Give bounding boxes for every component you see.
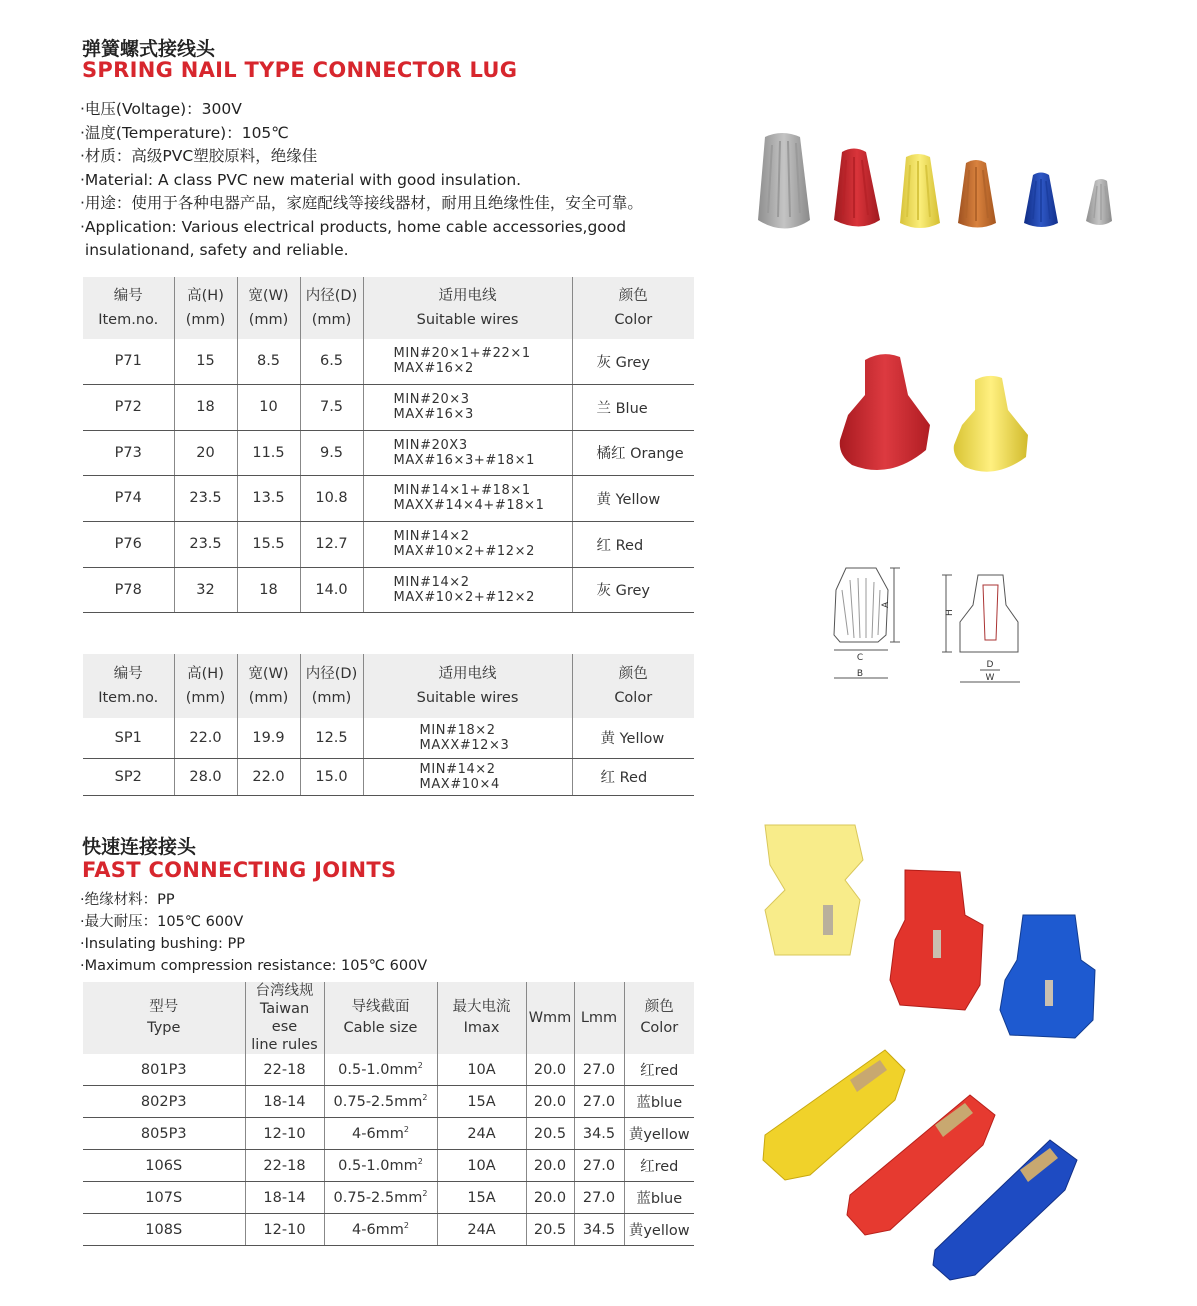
spec-usage-zh: ·用途：使用于各种电器产品，家庭配线等接线器材，耐用且绝缘性佳，安全可靠。: [80, 194, 643, 212]
fast-joint-table: [83, 982, 694, 1246]
cell-size: $4-6mm^2$: [324, 1118, 437, 1150]
diagram-label-c: C: [856, 653, 864, 663]
cell-imax: 24A: [437, 1118, 526, 1150]
cell-rule: 22-18: [245, 1150, 324, 1182]
cell-item: P78: [83, 567, 174, 612]
cell-height: 23.5: [174, 521, 237, 567]
cell-width: 19.9: [237, 718, 300, 758]
cell-size: $0.5-1.0mm^2$: [324, 1054, 437, 1086]
cell-type: 801P3: [83, 1054, 245, 1086]
header-inner-diameter: 内径(D) (mm): [300, 654, 363, 718]
cell-size: $4-6mm^2$: [324, 1214, 437, 1246]
yellow-t-tap: [763, 1050, 905, 1180]
cell-color: 蓝blue: [624, 1086, 694, 1118]
cell-rule: 12-10: [245, 1118, 324, 1150]
section1-title-zh: 弹簧螺式接线头: [82, 38, 216, 60]
cell-diameter: 6.5: [300, 339, 363, 384]
header-height: 高(H) (mm): [174, 654, 237, 718]
cell-l: 27.0: [574, 1054, 624, 1086]
cell-diameter: 9.5: [300, 430, 363, 475]
header-wires: 适用电线 Suitable wires: [363, 277, 572, 339]
header-type: 型号 Type: [83, 982, 245, 1054]
diagram-label-a: A: [881, 601, 891, 608]
header-imax: 最大电流 Imax: [437, 982, 526, 1054]
table-row: [83, 475, 694, 521]
cell-rule: 12-10: [245, 1214, 324, 1246]
cell-height: 32: [174, 567, 237, 612]
orange-wire-nut: [958, 160, 996, 228]
cell-width: 18: [237, 567, 300, 612]
red-wire-nut: [834, 149, 880, 227]
cell-size: $0.5-1.0mm^2$: [324, 1150, 437, 1182]
cell-height: 22.0: [174, 718, 237, 758]
cell-l: 34.5: [574, 1214, 624, 1246]
cell-color: 红red: [624, 1054, 694, 1086]
table-row: [83, 1182, 694, 1214]
cell-wires: MIN#18×2 MAXX#12×3: [363, 718, 572, 758]
cell-size: $0.75-2.5mm^2$: [324, 1086, 437, 1118]
table-row: [83, 1086, 694, 1118]
cell-width: 11.5: [237, 430, 300, 475]
cell-rule: 22-18: [245, 1054, 324, 1086]
spec-insulation-en: ·Insulating bushing: PP: [80, 936, 245, 952]
cell-w: 20.0: [526, 1054, 574, 1086]
header-inner-diameter: 内径(D) (mm): [300, 277, 363, 339]
section2-specs: [80, 889, 427, 977]
cell-diameter: 12.7: [300, 521, 363, 567]
grey-wire-nut-large: [758, 133, 810, 229]
spring-nail-table-2: [83, 654, 694, 796]
cell-width: 8.5: [237, 339, 300, 384]
cell-item: P76: [83, 521, 174, 567]
cell-item: SP1: [83, 718, 174, 758]
cell-wires: MIN#20×1+#22×1 MAX#16×2: [363, 339, 572, 384]
section2-title-zh: 快速连接接头: [82, 836, 197, 858]
grey-wire-nut-small: [1086, 179, 1112, 225]
cell-color: 兰 Blue: [572, 384, 694, 430]
spec-material-zh: ·材质：高级PVC塑胶原料，绝缘佳: [80, 147, 318, 165]
header-lmm: Lmm: [574, 982, 624, 1054]
cell-color: 黄 Yellow: [572, 475, 694, 521]
dimension-diagram: [828, 560, 1028, 690]
table-row: [83, 758, 694, 795]
cell-item: P71: [83, 339, 174, 384]
cell-height: 15: [174, 339, 237, 384]
cell-diameter: 14.0: [300, 567, 363, 612]
table-row: [83, 384, 694, 430]
table-row: [83, 1150, 694, 1182]
cell-wires: MIN#14×2 MAX#10×2+#12×2: [363, 567, 572, 612]
cell-imax: 24A: [437, 1214, 526, 1246]
table-row: [83, 1118, 694, 1150]
cell-w: 20.0: [526, 1086, 574, 1118]
diagram-label-d: D: [986, 660, 994, 670]
cell-color: 红 Red: [572, 521, 694, 567]
table-row: [83, 430, 694, 475]
cell-item: P72: [83, 384, 174, 430]
header-color: 颜色 Color: [624, 982, 694, 1054]
spec-insulation-zh: ·绝缘材料：PP: [80, 892, 175, 908]
cell-imax: 15A: [437, 1086, 526, 1118]
cell-type: 106S: [83, 1150, 245, 1182]
fast-connector-image: [755, 820, 1105, 1050]
cell-diameter: 10.8: [300, 475, 363, 521]
cell-color: 红red: [624, 1150, 694, 1182]
wire-nut-row-image: [750, 125, 1120, 240]
diagram-label-h: H: [945, 609, 955, 616]
cell-color: 红 Red: [572, 758, 694, 795]
cell-item: SP2: [83, 758, 174, 795]
cell-wires: MIN#20×3 MAX#16×3: [363, 384, 572, 430]
header-width: 宽(W) (mm): [237, 654, 300, 718]
cell-width: 13.5: [237, 475, 300, 521]
spec-voltage: ·电压(Voltage)：300V: [80, 100, 242, 118]
yellow-tap-connector: [765, 825, 863, 955]
cell-color: 蓝blue: [624, 1182, 694, 1214]
section1-specs: [80, 98, 643, 263]
cell-height: 18: [174, 384, 237, 430]
cell-item: P73: [83, 430, 174, 475]
header-color: 颜色 Color: [572, 277, 694, 339]
cell-item: P74: [83, 475, 174, 521]
cell-wires: MIN#14×2 MAX#10×4: [363, 758, 572, 795]
cell-l: 27.0: [574, 1182, 624, 1214]
yellow-wire-nut: [900, 154, 940, 228]
yellow-winged-connector: [954, 376, 1028, 472]
diagram-right-outline: [942, 575, 1020, 682]
header-item: 编号 Item.no.: [83, 277, 174, 339]
cell-rule: 18-14: [245, 1182, 324, 1214]
table-row: [83, 339, 694, 384]
cell-imax: 15A: [437, 1182, 526, 1214]
diagram-left-outline: [834, 568, 900, 678]
diagram-label-b: B: [856, 669, 864, 679]
red-tap-connector: [890, 870, 983, 1010]
cell-color: 黄yellow: [624, 1118, 694, 1150]
cell-imax: 10A: [437, 1054, 526, 1086]
cell-type: 802P3: [83, 1086, 245, 1118]
header-wmm: Wmm: [526, 982, 574, 1054]
cell-l: 27.0: [574, 1086, 624, 1118]
cell-wires: MIN#14×2 MAX#10×2+#12×2: [363, 521, 572, 567]
section2-title-en: FAST CONNECTING JOINTS: [82, 858, 397, 882]
cell-rule: 18-14: [245, 1086, 324, 1118]
table-row: [83, 1214, 694, 1246]
spring-nail-table: [83, 277, 694, 613]
header-width: 宽(W) (mm): [237, 277, 300, 339]
cell-color: 灰 Grey: [572, 567, 694, 612]
spec-application-en: ·Application: Various electrical products, home cable accessories,good: [80, 217, 627, 236]
cell-width: 15.5: [237, 521, 300, 567]
table-row: [83, 567, 694, 612]
cell-l: 34.5: [574, 1118, 624, 1150]
cell-size: $0.75-2.5mm^2$: [324, 1182, 437, 1214]
cell-diameter: 15.0: [300, 758, 363, 795]
diagram-label-w: W: [985, 673, 995, 683]
cell-height: 20: [174, 430, 237, 475]
cell-wires: MIN#14×1+#18×1 MAXX#14×4+#18×1: [363, 475, 572, 521]
cell-color: 黄yellow: [624, 1214, 694, 1246]
spec-max-voltage-en: ·Maximum compression resistance: 105℃ 600V: [80, 958, 428, 974]
t-tap-connector-image: [755, 1040, 1100, 1285]
cell-wires: MIN#20X3 MAX#16×3+#18×1: [363, 430, 572, 475]
table-row: [83, 1054, 694, 1086]
header-height: 高(H) (mm): [174, 277, 237, 339]
section1-title-en: SPRING NAIL TYPE CONNECTOR LUG: [82, 58, 518, 82]
red-winged-connector: [840, 354, 930, 470]
blue-wire-nut: [1024, 173, 1058, 228]
cell-type: 107S: [83, 1182, 245, 1214]
cell-color: 灰 Grey: [572, 339, 694, 384]
blue-tap-connector: [1000, 915, 1095, 1038]
cell-color: 黄 Yellow: [572, 718, 694, 758]
cell-l: 27.0: [574, 1150, 624, 1182]
cell-w: 20.0: [526, 1150, 574, 1182]
cell-w: 20.5: [526, 1214, 574, 1246]
cell-height: 28.0: [174, 758, 237, 795]
spec-temperature: ·温度(Temperature)：105℃: [80, 123, 289, 142]
header-wires: 适用电线 Suitable wires: [363, 654, 572, 718]
cell-type: 108S: [83, 1214, 245, 1246]
header-item: 编号 Item.no.: [83, 654, 174, 718]
cell-diameter: 12.5: [300, 718, 363, 758]
spec-max-voltage-zh: ·最大耐压：105℃ 600V: [80, 914, 244, 930]
spec-material-en: ·Material: A class PVC new material with good insulation.: [80, 170, 522, 189]
cell-width: 10: [237, 384, 300, 430]
cell-height: 23.5: [174, 475, 237, 521]
cell-diameter: 7.5: [300, 384, 363, 430]
cell-type: 805P3: [83, 1118, 245, 1150]
header-taiwan-rules: 台湾线规 Taiwan ese line rules: [245, 982, 324, 1054]
cell-width: 22.0: [237, 758, 300, 795]
cell-w: 20.5: [526, 1118, 574, 1150]
cell-color: 橘红 Orange: [572, 430, 694, 475]
table-row: [83, 521, 694, 567]
header-cable-size: 导线截面 Cable size: [324, 982, 437, 1054]
cell-w: 20.0: [526, 1182, 574, 1214]
cell-imax: 10A: [437, 1150, 526, 1182]
table-row: [83, 718, 694, 758]
winged-connector-image: [830, 345, 1040, 485]
header-color: 颜色 Color: [572, 654, 694, 718]
spec-application-en-cont: insulationand, safety and reliable.: [80, 241, 349, 259]
